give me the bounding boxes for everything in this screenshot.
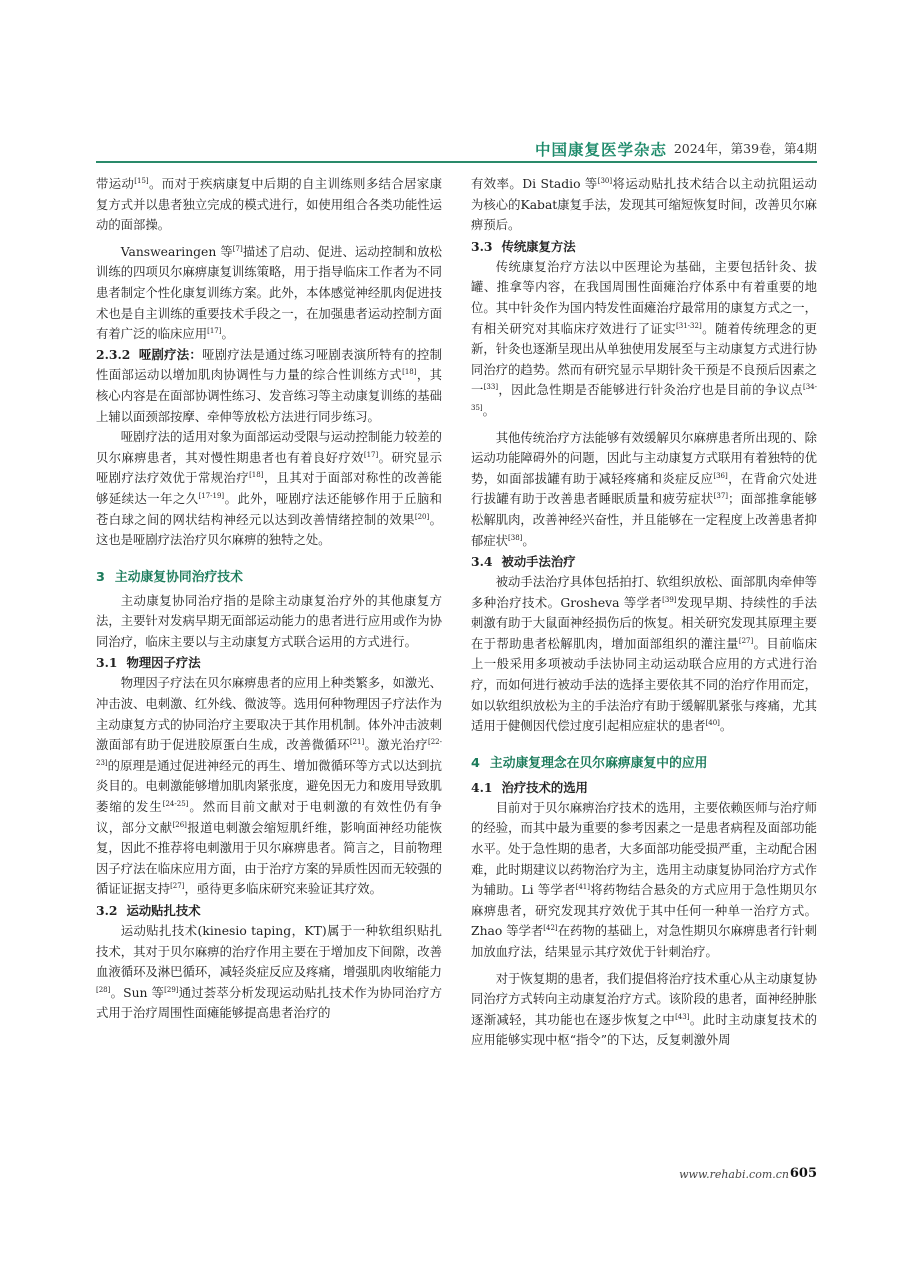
paragraph: Vanswearingen 等[7]描述了启动、促进、运动控制和放松训练的四项贝尔麻痹康复训练策略，用于指导临床工作者为不同患者制定个性化康复训练方案。此外，本体感觉神经肌肉促进技术也是自主训练的重要技术手段之一，在加强患者运动控制方面有着广泛的临床应用[17]。 — [96, 244, 442, 342]
subsection-heading: 3.4 被动手法治疗 — [471, 554, 576, 570]
citation[interactable]: [17] — [363, 450, 379, 459]
citation[interactable]: [18] — [249, 471, 264, 480]
citation[interactable]: [22-23] — [96, 738, 443, 767]
paragraph: 被动手法治疗具体包括拍打、软组织放松、面部肌肉牵伸等多种治疗技术。Grosheva 等学者[39]发现早期、持续性的手法刺激有助于大鼠面神经损伤后的恢复。相关研究发现其原理主要在于帮助患者松解肌肉，增加面部组织的灌注量[27]。目前临床上一般采用多项被动手法协同主动运动联合应用的方式进行治疗，而如何进行被动手法的选择主要依其不同的治疗作用而定，如以软组织放松为主的手法治疗有助于缓解肌紧张与疼痛，尤其适用于健侧因代偿过度引起相应症状的患者[40]。 — [471, 575, 818, 734]
citation[interactable]: [31-32] — [676, 321, 702, 330]
journal-title: 中国康复医学杂志 — [534, 140, 667, 159]
citation[interactable]: [18] — [402, 368, 417, 377]
section-heading: 3 主动康复协同治疗技术 — [96, 569, 243, 585]
paragraph: 有效率。Di Stadio 等[30]将运动贴扎技术结合以主动抗阻运动为核心的Kabat康复手法，发现其可缩短恢复时间，改善贝尔麻痹预后。 — [471, 177, 818, 233]
paragraph: 目前对于贝尔麻痹治疗技术的选用，主要依赖医师与治疗师的经验，而其中最为重要的参考因素之一是患者病程及面部功能水平。处于急性期的患者，大多面部功能受损严重，主动配合困难，此时期建议以药物治疗为主，选用主动康复协同治疗方式作为辅助。Li 等学者[41]将药物结合悬灸的方式应用于急性期贝尔麻痹患者，研究发现其疗效优于其中任何一种单一治疗方式。Zhao 等学者[42]在药物的基础上，对急性期贝尔麻痹患者行针刺加放血疗法，结果显示其疗效优于针刺治疗。 — [471, 800, 817, 959]
page-footer — [96, 1166, 817, 1186]
citation[interactable]: [20] — [414, 512, 430, 521]
citation[interactable]: [43] — [675, 1012, 690, 1021]
section-heading: 4 主动康复理念在贝尔麻痹康复中的应用 — [471, 755, 708, 771]
page-number: 605 — [789, 1166, 817, 1181]
journal-url[interactable]: www.rehabi.com.cn — [679, 1168, 789, 1181]
citation[interactable]: [26] — [172, 820, 187, 829]
citation[interactable]: [36] — [713, 471, 728, 480]
section-title: 哑剧疗法： — [138, 346, 203, 362]
citation[interactable]: [7] — [232, 244, 243, 253]
header-rule — [96, 161, 817, 163]
right-column — [471, 174, 817, 1051]
issue-info: 2024年，第39卷，第4期 — [673, 141, 817, 156]
citation[interactable]: [21] — [349, 738, 365, 747]
citation[interactable]: [40] — [705, 719, 720, 728]
paragraph: 其他传统治疗方法能够有效缓解贝尔麻痹患者所出现的、除运动功能障碍外的问题，因此与主动康复方式联用有着独特的优势，如面部拔罐有助于减轻疼痛和炎症反应[36]，在背俞穴处进行拔罐有助于改善患者睡眠质量和疲劳症状[37]；面部推拿能够松解肌肉，改善神经兴奋性，并且能够在一定程度上改善患者抑郁症状[38]。 — [471, 430, 818, 548]
subsection-heading: 3.1 物理因子疗法 — [96, 655, 201, 671]
citation[interactable]: [38] — [508, 533, 523, 542]
citation[interactable]: [41] — [575, 883, 590, 892]
subsection-heading: 3.3 传统康复方法 — [471, 238, 576, 254]
citation[interactable]: [28] — [96, 985, 111, 994]
citation[interactable]: [42] — [543, 924, 558, 933]
subsection-heading: 4.1 治疗技术的选用 — [471, 779, 588, 795]
citation[interactable]: [37] — [713, 492, 729, 501]
citation[interactable]: [29] — [164, 985, 179, 994]
citation[interactable]: [24-25] — [162, 800, 189, 809]
citation[interactable]: [17-19] — [198, 491, 225, 500]
citation[interactable]: [27] — [170, 882, 185, 891]
subsection-heading: 3.2 运动贴扎技术 — [96, 903, 201, 918]
citation[interactable]: [30] — [597, 177, 613, 185]
citation[interactable]: [39] — [662, 595, 677, 604]
citation[interactable]: [15] — [134, 177, 149, 185]
paragraph: 带运动[15]。而对于疾病康复中后期的自主训练则多结合居家康复方式并以患者独立完成的模式进行，如使用组合各类功能性运动的面部操。 — [96, 177, 442, 233]
citation[interactable]: [34-35] — [471, 383, 818, 412]
paragraph: 物理因子疗法在贝尔麻痹患者的应用上种类繁多，如激光、冲击波、电刺激、红外线、微波等。选用何种物理因子疗法作为主动康复方式的协同治疗主要取决于其作用机制。体外冲击波刺激面部有助于促进胶原蛋白生成，改善微循环[21]。激光治疗[22-23]的原理是通过促进神经元的再生、增加微循环等方式以达到抗炎目的。电刺激能够增加肌肉紧张度，避免因无力和废用导致肌萎缩的发生[24-25]。然而目前文献对于电刺激的有效性仍有争议，部分文献[26]报道电刺激会缩短肌纤维，影响面神经功能恢复，因此不推荐将电刺激用于贝尔麻痹患者。简言之，目前物理因子疗法在临床应用方面，由于治疗方案的异质性因而无较强的循证证据支持[27]，亟待更多临床研究来验证其疗效。 — [96, 676, 443, 897]
paragraph: 传统康复治疗方法以中医理论为基础，主要包括针灸、拔罐、推拿等内容，在我国周围性面瘫治疗体系中有着重要的地位。其中针灸作为国内特发性面瘫治疗最常用的康复方式之一，有相关研究对其临床疗效进行了证实[31-32]。随着传统理念的更新，针灸也逐渐呈现出从单独使用发展至与主动康复方式进行协同治疗的趋势。然而有研究显示早期针灸干预是不良预后因素之一[33]，因此急性期是否能够进行针灸治疗也是目前的争议点[34-35]。 — [471, 259, 818, 418]
paragraph: 哑剧疗法的适用对象为面部运动受限与运动控制能力较差的贝尔麻痹患者，其对慢性期患者也有着良好疗效[17]。研究显示哑剧疗法疗效优于常规治疗[18]，且其对于面部对称性的改善能够延续达一年之久[17-19]。此外，哑剧疗法还能够作用于丘脑和苍白球之间的网状结构神经元以达到改善情绪控制的效果[20]。这也是哑剧疗法治疗贝尔麻痹的独特之处。 — [96, 430, 443, 548]
page-header — [96, 138, 817, 162]
paragraph: 主动康复协同治疗指的是除主动康复治疗外的其他康复方法，主要针对发病早期无面部运动能力的患者进行应用或作为协同治疗，临床主要以与主动康复方式联合运用的方式进行。 — [96, 593, 442, 649]
citation[interactable]: [17] — [207, 327, 222, 336]
paragraph: 对于恢复期的患者，我们提倡将治疗技术重心从主动康复协同治疗方式转向主动康复治疗方式。该阶段的患者，面神经肿胀逐渐减轻，其功能也在逐步恢复之中[43]。此时主动康复技术的应用能够实现中枢“指令”的下达，反复刺激外周 — [471, 971, 818, 1048]
paragraph: 运动贴扎技术(kinesio taping，KT)属于一种软组织贴扎技术，其对于贝尔麻痹的治疗作用主要在于增加皮下间隙，改善血液循环及淋巴循环，减轻炎症反应及疼痛，增强肌肉收缩能力[28]。Sun 等[29]通过荟萃分析发现运动贴扎技术作为协同治疗方式用于治疗周围性面瘫能够提高患者治疗的 — [96, 924, 443, 1021]
section-number: 2.3.2 — [96, 346, 131, 362]
citation[interactable]: [27] — [738, 636, 754, 645]
paragraph: 2.3.2 哑剧疗法：哑剧疗法是通过练习哑剧表演所特有的控制性面部运动以增加肌肉协调性与力量的综合性训练方式[18]，其核心内容是在面部协调性练习、发音练习等主动康复训练的基础上辅以面颈部按摩、牵伸等放松方法进行同步练习。 — [96, 346, 443, 424]
citation[interactable]: [33] — [483, 383, 499, 392]
left-column — [96, 174, 442, 1024]
